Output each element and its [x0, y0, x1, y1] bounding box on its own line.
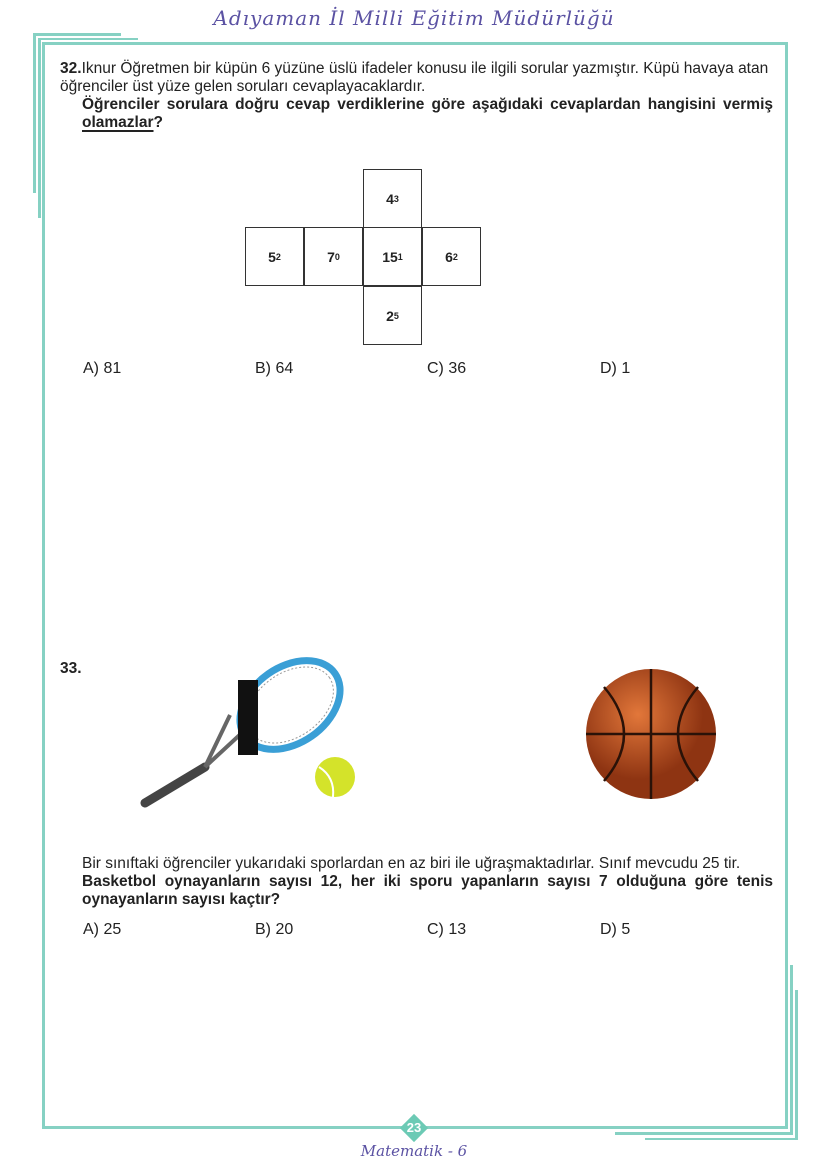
option-b[interactable]: B) 64: [255, 360, 294, 377]
question-32: [60, 60, 773, 132]
tennis-racket-image: [135, 655, 365, 815]
page-number: 23: [406, 1120, 422, 1135]
net-cell-top: 4 3: [363, 169, 422, 228]
question-number: 32.: [60, 60, 82, 77]
page-number-badge: [400, 1114, 428, 1142]
frame-line: [38, 38, 138, 40]
frame-line: [33, 33, 121, 36]
option-b[interactable]: B) 20: [255, 921, 294, 938]
frame-line: [42, 42, 788, 45]
net-cell: 6 2: [422, 227, 481, 286]
header-title: Adıyaman İl Milli Eğitim Müdürlüğü: [213, 6, 615, 30]
frame-line: [785, 42, 788, 1129]
option-c[interactable]: C) 36: [427, 360, 467, 377]
frame-line: [33, 33, 36, 193]
option-a[interactable]: A) 25: [83, 921, 122, 938]
question-33: [60, 855, 773, 909]
frame-line: [790, 965, 793, 1134]
option-d[interactable]: D) 5: [600, 921, 631, 938]
question-prompt: [60, 96, 773, 132]
prompt-end: ?: [153, 114, 163, 131]
question-text: Bir sınıftaki öğrenciler yukarıdaki sporlardan en az biri ile uğraşmaktadırlar. Sınıf mevcudu 25 tir.: [82, 855, 741, 872]
question-prompt: Basketbol oynayanların sayısı 12, her iki sporu yapanların sayısı 7 olduğuna göre tenis oynayanların sayısı kaçtır?: [82, 873, 773, 908]
frame-line: [38, 38, 41, 218]
frame-line: [42, 42, 45, 1129]
prompt-text: Öğrenciler sorulara doğru cevap verdiklerine göre aşağıdaki cevaplardan hangisini vermiş: [82, 96, 773, 113]
prompt-underlined: olamazlar: [82, 114, 154, 131]
question-text: Iknur Öğretmen bir küpün 6 yüzüne üslü ifadeler konusu ile ilgili sorular yazmıştır. Küpü havaya atan öğrenciler üst yüze gelen soruları cevaplayacaklardır.: [60, 60, 769, 95]
net-cell: 7 0: [304, 227, 363, 286]
frame-line: [645, 1138, 798, 1140]
basketball-image: [584, 667, 718, 801]
frame-line: [615, 1132, 793, 1135]
net-cell: 5 2: [245, 227, 304, 286]
question-33-number: 33.: [60, 660, 82, 677]
net-cell-bottom: 2 5: [363, 286, 422, 345]
footer-subject: Matematik - 6: [360, 1142, 468, 1160]
option-d[interactable]: D) 1: [600, 360, 631, 377]
frame-line: [795, 990, 798, 1140]
option-a[interactable]: A) 81: [83, 360, 122, 377]
net-cell: 15 1: [363, 227, 422, 286]
option-c[interactable]: C) 13: [427, 921, 467, 938]
